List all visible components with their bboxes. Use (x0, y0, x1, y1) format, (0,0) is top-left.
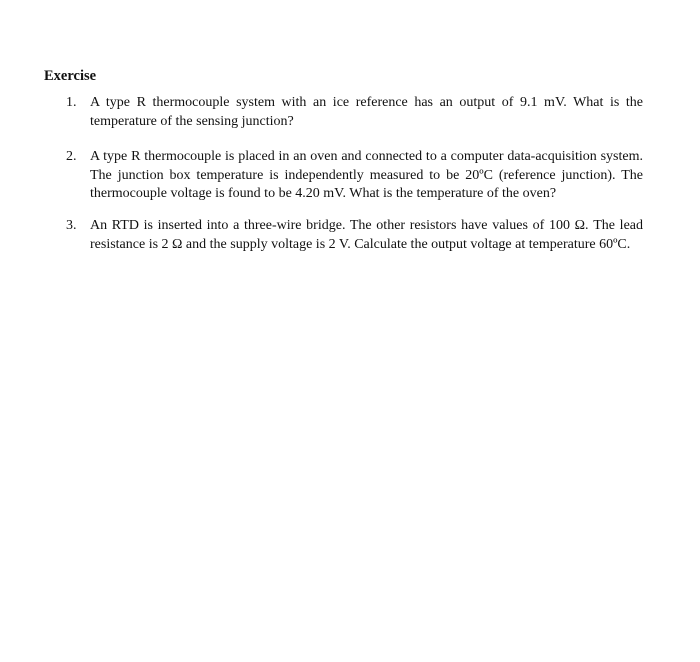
exercise-item-number: 1. (66, 95, 77, 110)
exercise-item-number: 3. (66, 218, 77, 233)
exercise-item-text: A type R thermocouple system with an ice reference has an output of 9.1 mV. What is the temperature of the sensing junction? (90, 95, 643, 129)
exercise-item-number: 2. (66, 149, 77, 164)
exercise-item-text: A type R thermocouple is placed in an oven and connected to a computer data-acquisition system. The junction box temperature is independently measured to be 20ºC (reference junction). The thermocouple voltage is found to be 4.20 mV. What is the temperature of the oven? (90, 149, 643, 201)
exercise-heading: Exercise (44, 68, 97, 84)
exercise-item-text: An RTD is inserted into a three-wire bridge. The other resistors have values of 100 Ω. The lead resistance is 2 Ω and the supply voltage is 2 V. Calculate the output voltage at temperature 60ºC. (90, 218, 643, 252)
